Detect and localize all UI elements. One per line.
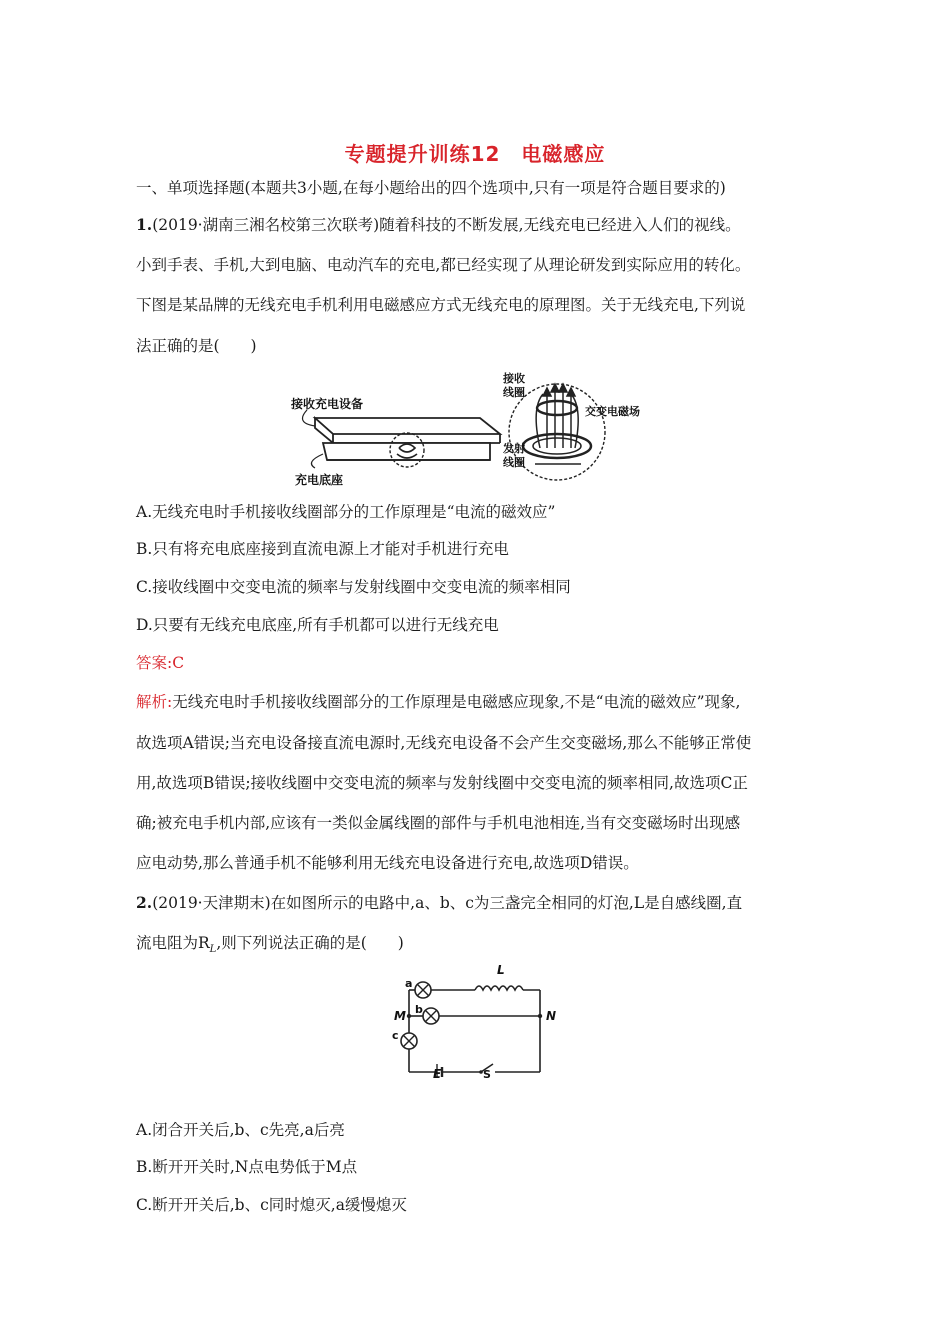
q2-line-2: 流电阻为$R_L$,则下列说法正确的是( ) <box>136 934 404 956</box>
q1-option-c: C.接收线圈中交变电流的频率与发射线圈中交变电流的频率相同 <box>136 578 571 596</box>
label-device: 接收充电设备 <box>291 397 364 411</box>
page-title: 专题提升训练12 电磁感应 <box>344 142 606 166</box>
q2-option-c: C.断开开关后,b、c同时熄灭,a缓慢熄灭 <box>136 1196 407 1214</box>
phone-top <box>315 418 500 434</box>
q2-line-1 <box>136 893 816 913</box>
circuit-figure <box>385 960 565 1082</box>
section-heading: 一、单项选择题(本题共3小题,在每小题给出的四个选项中,只有一项是符合题目要求的) <box>136 179 726 197</box>
label-field: 交变电磁场 <box>585 405 640 418</box>
label-S: S <box>483 1068 491 1078</box>
label-b: b <box>415 1003 423 1016</box>
q2-number: 2. <box>136 893 153 912</box>
q1-analysis-line-1 <box>136 692 816 712</box>
label-M: M <box>394 1009 406 1023</box>
q2-option-b: B.断开开关时,N点电势低于M点 <box>136 1158 358 1176</box>
q1-analysis-line-4: 确;被充电手机内部,应该有一类似金属线圈的部件与手机电池相连,当有交变磁场时出现感 <box>136 814 741 832</box>
label-emit-coil-1: 发射 <box>503 442 525 455</box>
label-receive-coil-2: 线圈 <box>503 386 525 399</box>
label-N: N <box>546 1009 557 1023</box>
q2-option-a: A.闭合开关后,b、c先亮,a后亮 <box>136 1121 345 1139</box>
answer-value: C <box>172 654 185 672</box>
q1-analysis-line-3: 用,故选项B错误;接收线圈中交变电流的频率与发射线圈中交变电流的频率相同,故选项C正 <box>136 774 748 792</box>
q1-option-a: A.无线充电时手机接收线圈部分的工作原理是“电流的磁效应” <box>136 503 556 521</box>
label-a: a <box>405 977 413 990</box>
q1-number: 1. <box>136 215 153 234</box>
q1-line-2: 小到手表、手机,大到电脑、电动汽车的充电,都已经实现了从理论研发到实际应用的转化。 <box>136 256 751 274</box>
q1-text-1: (2019·湖南三湘名校第三次联考)随着科技的不断发展,无线充电已经进入人们的视线。 <box>152 216 741 234</box>
label-E: E <box>433 1067 442 1078</box>
analysis-label: 解析: <box>136 693 173 711</box>
q2-text-1: (2019·天津期末)在如图所示的电路中,a、b、c为三盏完全相同的灯泡,L是自感线圈,直 <box>152 894 743 912</box>
analysis-text-1: 无线充电时手机接收线圈部分的工作原理是电磁感应现象,不是“电流的磁效应”现象, <box>172 693 741 711</box>
q1-analysis-line-5: 应电动势,那么普通手机不能够利用无线充电设备进行充电,故选项D错误。 <box>136 854 639 872</box>
label-L: L <box>497 963 505 977</box>
label-emit-coil-2: 线圈 <box>503 456 525 469</box>
q1-line-3: 下图是某品牌的无线充电手机利用电磁感应方式无线充电的原理图。关于无线充电,下列说 <box>136 296 746 314</box>
wireless-charging-figure <box>285 368 665 494</box>
q1-answer <box>136 653 816 673</box>
q1-line-4: 法正确的是( ) <box>136 337 257 355</box>
q1-analysis-line-2: 故选项A错误;当充电设备接直流电源时,无线充电设备不会产生交变磁场,那么不能够正常使 <box>136 734 752 752</box>
q2-subscript: L <box>209 944 217 956</box>
label-c: c <box>392 1029 399 1042</box>
q1-line-1 <box>136 215 816 235</box>
label-receive-coil-1: 接收 <box>503 372 525 385</box>
label-base: 充电底座 <box>295 473 344 487</box>
q1-option-b: B.只有将充电底座接到直流电源上才能对手机进行充电 <box>136 540 509 558</box>
answer-label: 答案: <box>136 654 173 672</box>
q1-option-d: D.只要有无线充电底座,所有手机都可以进行无线充电 <box>136 616 499 634</box>
